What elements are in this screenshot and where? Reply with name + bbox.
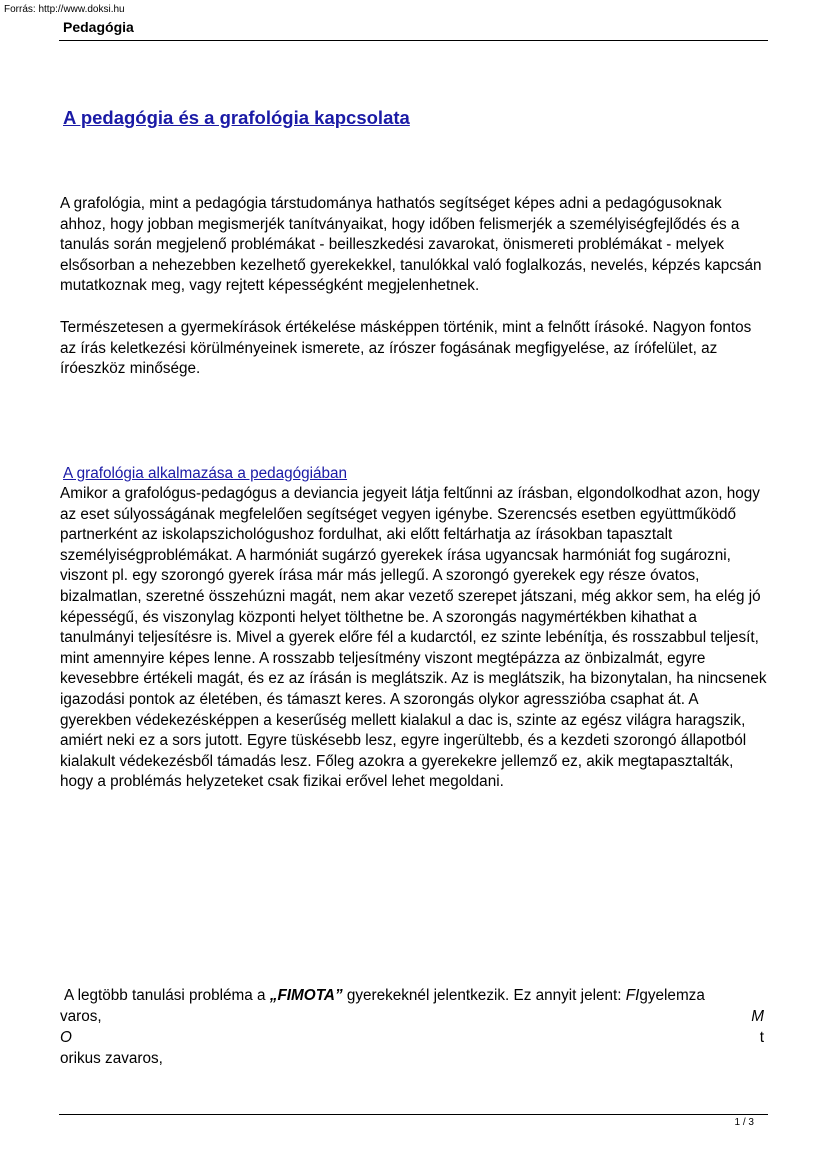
fimota-prefix: A legtöbb tanulási probléma a: [64, 987, 270, 1004]
fimota-fi: FI: [625, 987, 640, 1004]
fimota-line-4: [60, 1048, 764, 1069]
running-header-title: Pedagógia: [63, 19, 134, 35]
fimota-line-1: [60, 985, 764, 1006]
source-label: Forrás: http://www.doksi.hu: [4, 4, 125, 15]
fimota-fi-rest: gyelemza: [639, 987, 705, 1004]
header-divider: [59, 40, 768, 41]
fimota-middle: gyerekeknél jelentkezik. Ez annyit jelent:: [342, 987, 626, 1004]
intro-paragraph-1: A grafológia, mint a pedagógia társtudománya hathatós segítséget képes adni a pedagógusoknak ahhoz, hogy jobban megismerjék tanítványaikat, hogy időben felismerjék a személyiségfejlődés és a tanulás során megjelenő problémákat - beilleszkedési zavarokat, önismereti problémákat - melyek elsősorban a nehezebben kezelhető gyerekekkel, tanulókkal való foglalkozás, nevelés, képzés kapcsán mutatkoznak meg, vagy rejtett képességként megjelenhetnek.: [60, 195, 762, 295]
fimota-line-2: [60, 1006, 764, 1027]
footer-divider: [59, 1114, 768, 1115]
fimota-paragraph: [60, 985, 764, 1069]
article-title-link[interactable]: A pedagógia és a grafológia kapcsolata: [63, 107, 410, 128]
intro-paragraph-2: Természetesen a gyermekírások értékelése másképpen történik, mint a felnőtt írásoké. Nagyon fontos az írás keletkezési körülményeinek ismerete, az írószer fogásának megfigyelése, az írófelület, az íróeszköz minősége.: [60, 319, 752, 378]
fimota-line-4-text: orikus zavaros,: [60, 1050, 163, 1067]
section-paragraph: Amikor a grafológus-pedagógus a deviancia jegyeit látja feltűnni az írásban, elgondolkodhat azon, hogy az eset súlyosságának megfelelően segítséget vegyen igénybe. Szerencsés esetben együttműködő partnerként az iskolapszichológushoz fordulhat, aki előtt feltárhatja az írásokban tapasztalt személyiségproblémákat. A harmóniát sugárzó gyerekek írása ugyancsak harmóniát fog sugározni, viszont pl. egy szorongó gyerek írása már más jellegű. A szorongó gyerekek egy része óvatos, bizalmatlan, szeretné összehúzni magát, nem akar vezető szerepet játszani, még akkor sem, ha elég jó képességű, és viszonylag központi helyet tölthetne be. A szorongás nagymértékben kihathat a tanulmányi teljesítésre is. Mivel a gyerek előre fél a kudarctól, ez szinte lebénítja, és rosszabbul teljesít, mint amennyire képes lenne. A rosszabb teljesítmény viszont megtépázza az önbizalmát, egyre kevesebbre értékeli magát, és ez az írásán is meglátszik. Az is meglátszik, ha bizonytalan, ha nincsenek igazodási pontok az életében, és támaszt keres. A szorongás olykor agresszióba csaphat át. A gyerekben védekezésképpen a keserűség mellett kialakul a dac is, szinte az egész világra haragszik, amiért neki ez a sors jutott. Egyre tüskésebb lesz, egyre ingerültebb, és a kezdeti szorongó állapotból kialakult védekezésből támadás lesz. Főleg azokra a gyerekekre jellemző ez, akik megtapasztalták, hogy a problémás helyzeteket csak fizikai erővel lehet megoldani.: [60, 485, 767, 791]
fimota-line-2-left: varos,: [60, 1008, 102, 1025]
fimota-line-3: [60, 1027, 764, 1048]
fimota-line-3-left: O: [60, 1029, 72, 1046]
fimota-line-2-right: M: [751, 1008, 764, 1025]
page-number: 1 / 3: [734, 1117, 754, 1128]
fimota-line-3-right: t: [759, 1029, 764, 1046]
fimota-term: „FIMOTA”: [269, 987, 343, 1004]
section-link[interactable]: A grafológia alkalmazása a pedagógiában: [63, 465, 348, 482]
